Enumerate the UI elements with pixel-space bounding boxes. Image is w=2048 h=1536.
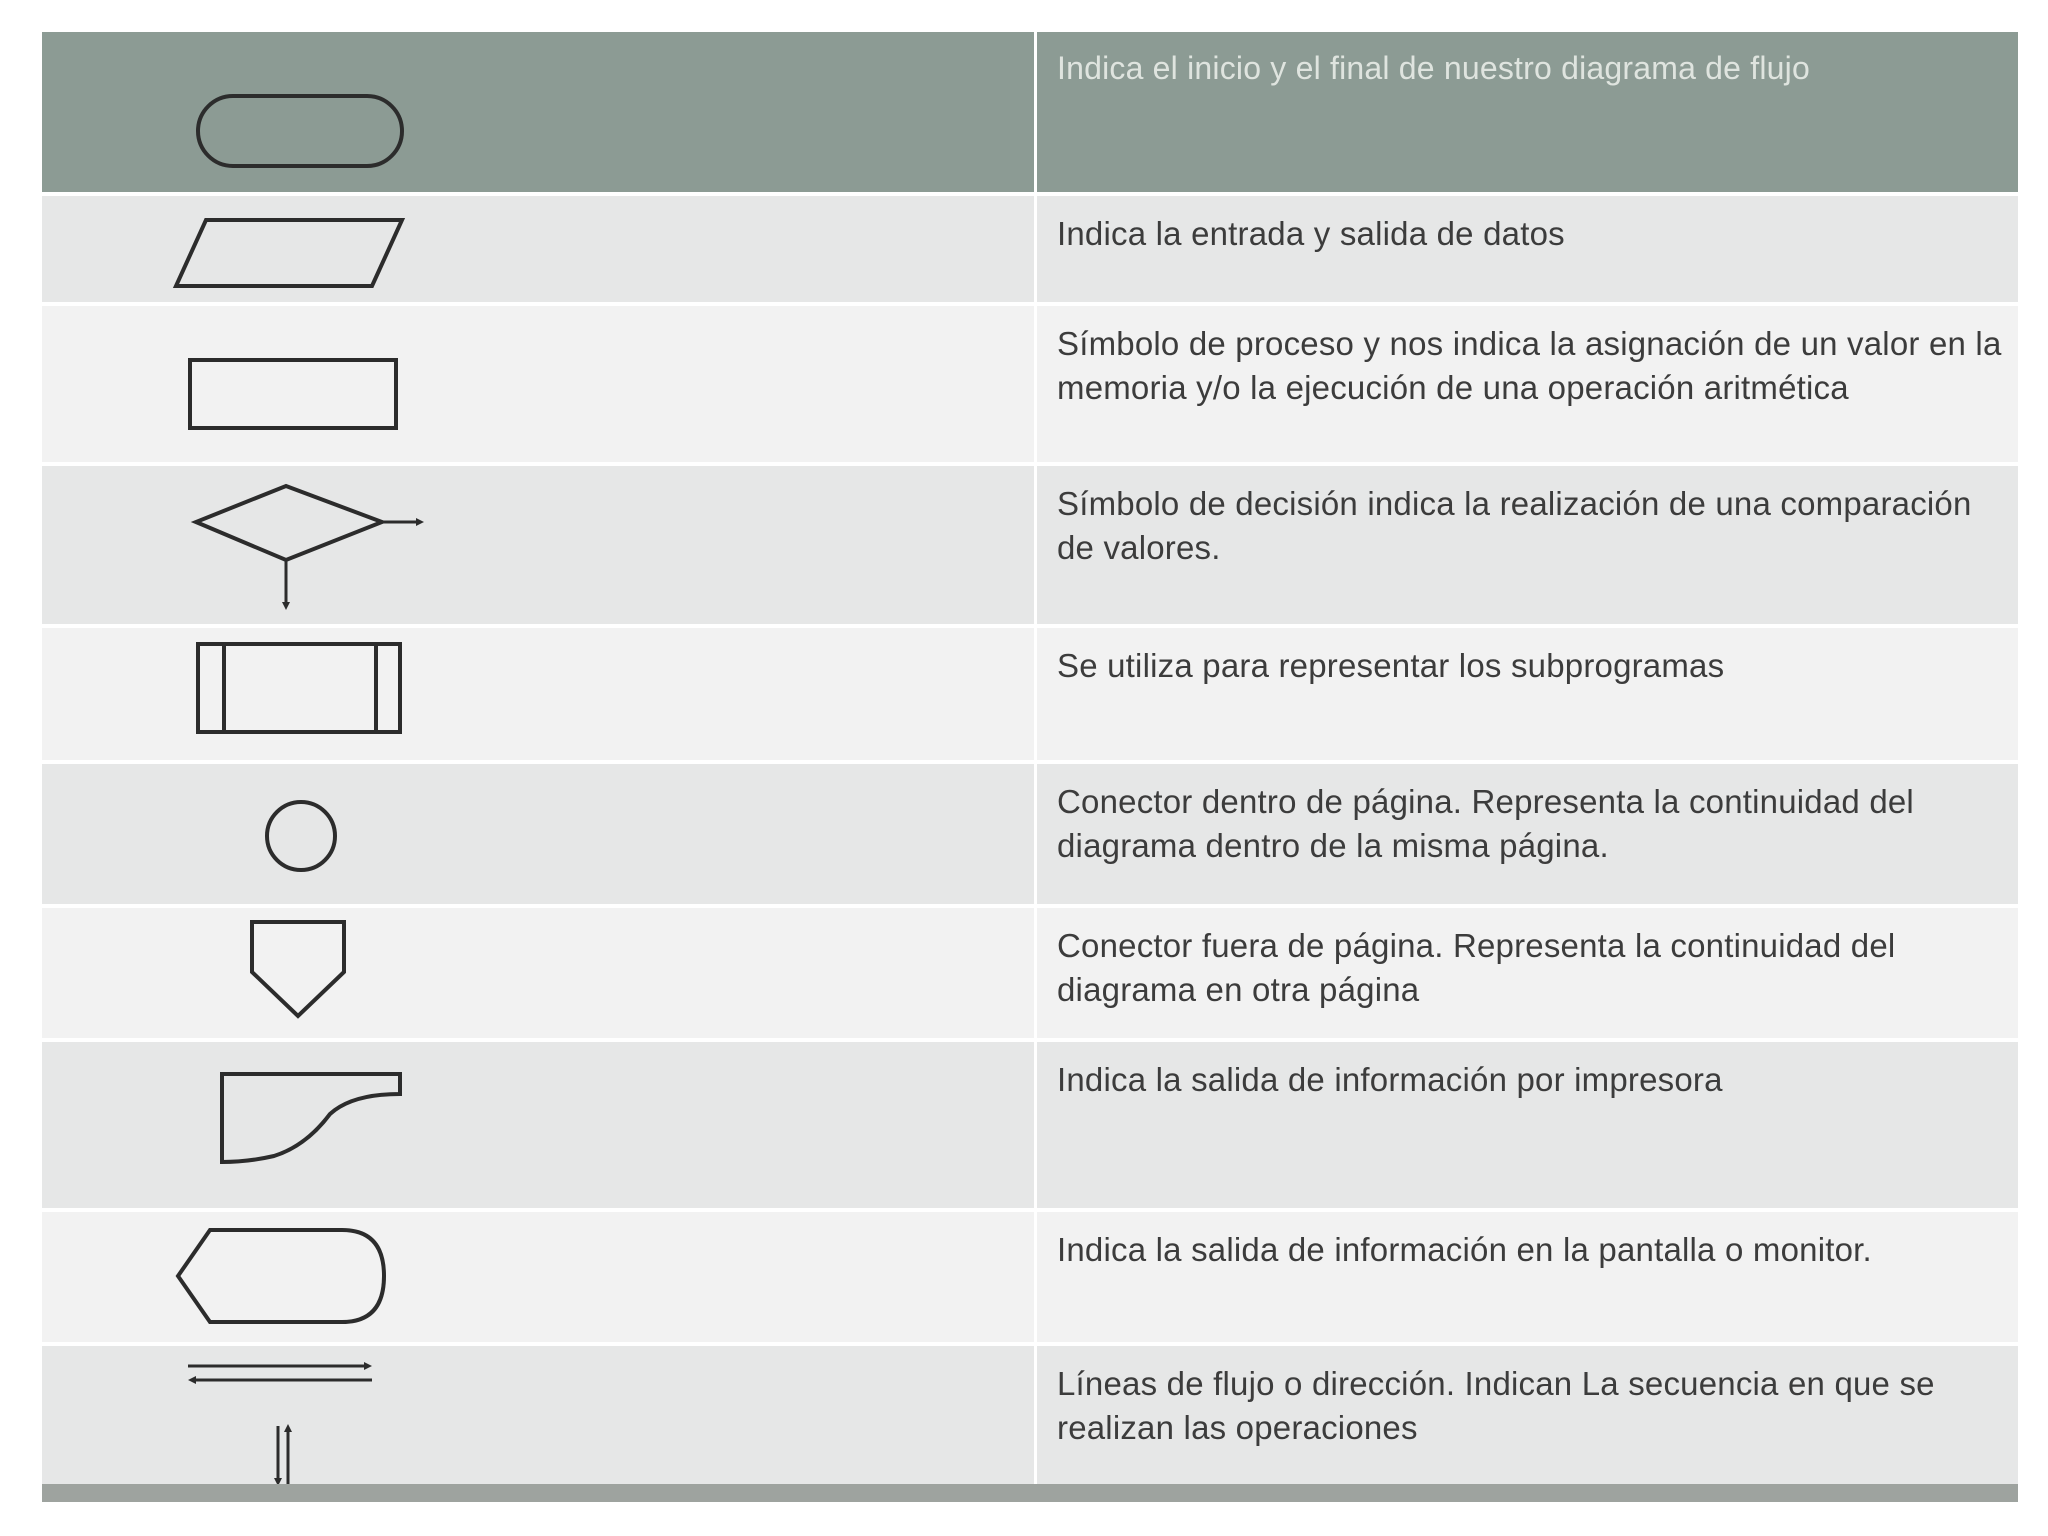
table-row	[42, 628, 2018, 760]
table-row	[42, 1212, 2018, 1342]
description-cell	[1034, 466, 2018, 624]
description-cell	[1034, 196, 2018, 302]
symbol-cell	[42, 196, 1030, 302]
description-cell	[1034, 764, 2018, 904]
description-text: Se utiliza para representar los subprogramas	[1057, 647, 1725, 684]
symbol-cell	[42, 1212, 1030, 1342]
description-text: Indica la salida de información en la pantalla o monitor.	[1057, 1231, 1872, 1268]
circle-icon	[42, 764, 1030, 904]
parallelogram-icon	[42, 196, 1030, 302]
table-row	[42, 306, 2018, 462]
table-row	[42, 908, 2018, 1038]
table-row	[42, 1042, 2018, 1208]
description-text: Conector fuera de página. Representa la continuidad del diagrama en otra página	[1057, 927, 1896, 1008]
description-cell	[1034, 628, 2018, 760]
symbol-cell	[42, 1346, 1030, 1484]
symbol-cell	[42, 32, 1030, 192]
description-text: Indica el inicio y el final de nuestro diagrama de flujo	[1057, 50, 1810, 86]
offpage-connector-icon	[42, 908, 1030, 1038]
table-row	[42, 1346, 2018, 1484]
table-row	[42, 764, 2018, 904]
table-row	[42, 196, 2018, 302]
flowchart-symbols-table	[42, 32, 2018, 1502]
description-cell	[1034, 908, 2018, 1038]
printer-document-icon	[42, 1042, 1030, 1208]
description-text: Símbolo de decisión indica la realización de una comparación de valores.	[1057, 485, 1972, 566]
flow-lines-icon	[42, 1346, 1030, 1484]
description-text: Líneas de flujo o dirección. Indican La secuencia en que se realizan las operaciones	[1057, 1365, 1935, 1446]
symbol-cell	[42, 466, 1030, 624]
symbol-cell	[42, 1042, 1030, 1208]
description-cell	[1034, 1212, 2018, 1342]
symbol-cell	[42, 908, 1030, 1038]
symbol-cell	[42, 628, 1030, 760]
symbol-cell	[42, 764, 1030, 904]
description-text: Conector dentro de página. Representa la continuidad del diagrama dentro de la misma página.	[1057, 783, 1914, 864]
terminal-icon	[42, 32, 1030, 192]
description-text: Símbolo de proceso y nos indica la asignación de un valor en la memoria y/o la ejecución de una operación aritmética	[1057, 325, 2002, 406]
description-text: Indica la entrada y salida de datos	[1057, 215, 1565, 252]
subprocess-icon	[42, 628, 1030, 760]
table-row	[42, 32, 2018, 192]
display-icon	[42, 1212, 1030, 1342]
diamond-icon	[42, 466, 1030, 624]
description-cell	[1034, 32, 2018, 192]
description-cell	[1034, 306, 2018, 462]
table-bottom-border	[42, 1484, 2018, 1502]
description-cell	[1034, 1042, 2018, 1208]
description-cell	[1034, 1346, 2018, 1484]
rectangle-icon	[42, 306, 1030, 462]
description-text: Indica la salida de información por impresora	[1057, 1061, 1723, 1098]
table-row	[42, 466, 2018, 624]
symbol-cell	[42, 306, 1030, 462]
